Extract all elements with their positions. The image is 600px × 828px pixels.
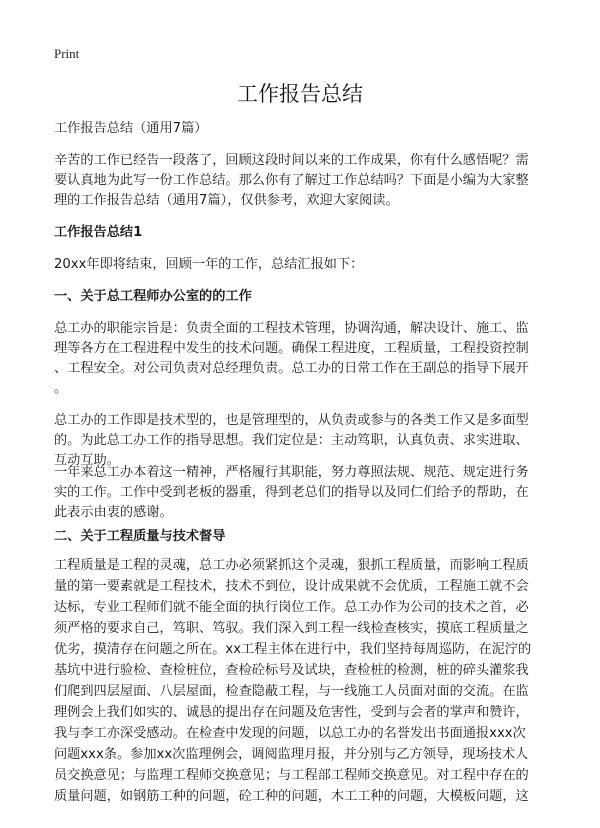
paragraph-line: 须严格的要求自己，笃职、笃驭。我们深入到工程一线检查核实，摸底工程质量之: [54, 621, 529, 636]
paragraph-line: 工程质量是工程的灵魂，总工办必须紧抓这个灵魂，狠抓工程质量，而影响工程质: [54, 558, 529, 573]
intro-line: 辛苦的工作已经告一段落了，回顾这段时间以来的工作成果，你有什么感悟呢？需: [54, 153, 529, 168]
paragraph-line: 此表示由衷的感谢。: [54, 505, 173, 520]
paragraph-line: 理等各方在工程进程中发生的技术问题。确保工程进度，工程质量，工程投资控制: [54, 341, 529, 356]
section-heading: 工作报告总结1: [54, 225, 143, 240]
document-title: 工作报告总结: [237, 82, 363, 106]
paragraph-line: 总工办的职能宗旨是：负责全面的工程技术管理，协调沟通，解决设计、施工、监: [54, 321, 529, 336]
paragraph-line: 优劣，摸清存在问题之所在。xx工程主体在进行中，我们坚持每周巡防，在泥泞的: [54, 642, 532, 657]
part1-heading: 一、关于总工程师办公室的的工作: [54, 289, 252, 304]
document-subtitle: 工作报告总结（通用7篇）: [54, 121, 208, 136]
paragraph-line: 、工程安全。对公司负责对总经理负责。总工办的日常工作在王副总的指导下展开: [54, 361, 529, 376]
intro-line: 要认真地为此写一份工作总结。那么你有了解过工作总结吗？下面是小编为大家整: [54, 173, 529, 188]
paragraph-line: 总工办的工作即是技术型的，也是管理型的，从负责或参与的各类工作又是多面型: [54, 413, 529, 428]
paragraph-line: 互动互助。: [54, 453, 120, 468]
paragraph-line: 量的第一要素就是工程技术，技术不到位，设计成果就不会优质，工程施工就不会: [54, 579, 529, 594]
paragraph-line: 实的工作。工作中受到老板的器重，得到老总们的指导以及同仁们给予的帮助，在: [54, 485, 529, 500]
paragraph-line: 。: [54, 381, 68, 396]
part2-heading: 二、关于工程质量与技术督导: [54, 529, 226, 544]
paragraph-line: 我与李工亦深受感动。在检查中发现的问题，以总工办的名誉发出书面通报xxx次: [54, 726, 526, 741]
paragraph-line: 员交换意见；与监理工程师交换意见；与工程部工程师交换意见。对工程中存在的: [54, 768, 529, 783]
print-link[interactable]: Print: [54, 46, 80, 61]
paragraph-line: 一年来总工办本着这一精神，严格履行其职能，努力尊照法规、规范、规定进行务: [54, 465, 529, 480]
paragraph-line: 们爬到四层屋面、八层屋面，检查隐蔽工程，与一线施工人员面对面的交流。在监: [54, 684, 529, 699]
paragraph-line: 问题xxx条。参加xx次监理例会，调阅监理月报，并分别与乙方领导，现场技术人: [54, 747, 529, 762]
paragraph-line: 质量问题，如钢筋工种的问题，砼工种的问题，木工工种的问题，大模板问题，这: [54, 789, 529, 804]
paragraph-line: 理例会上我们如实的、诚恳的提出存在问题及危害性，受到与会者的掌声和赞许，: [54, 705, 529, 720]
paragraph-line: 基坑中进行验检、查检桩位，查检砼标号及试块，查检桩的检测，桩的碎头灌浆我: [54, 663, 529, 678]
paragraph-line: 达标，专业工程师们就不能全面的执行岗位工作。总工办作为公司的技术之首，必: [54, 600, 529, 615]
paragraph-line: 的。为此总工办工作的指导思想。我们定位是：主动笃职，认真负责、求实进取、: [54, 433, 529, 448]
paragraph-line: 20xx年即将结束，回顾一年的工作，总结汇报如下：: [54, 257, 364, 272]
intro-line: 理的工作报告总结（通用7篇），仅供参考，欢迎大家阅读。: [54, 193, 399, 208]
